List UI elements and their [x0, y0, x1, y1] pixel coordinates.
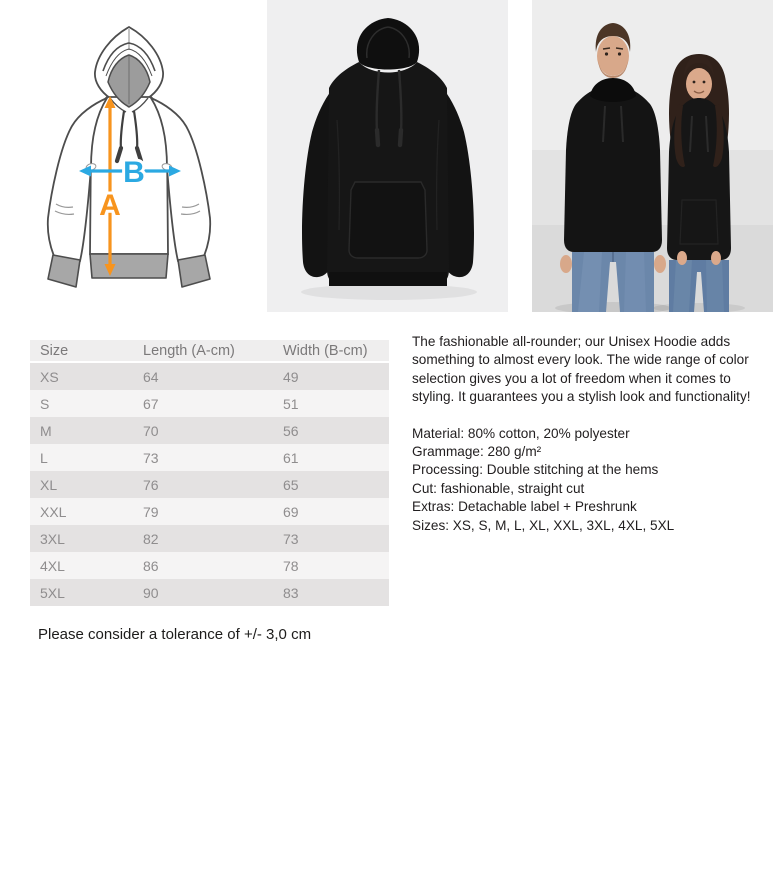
size-table	[30, 340, 389, 606]
size-cell: 5XL	[30, 579, 133, 606]
table-row	[30, 471, 389, 498]
length-cell: 79	[133, 498, 273, 525]
models-photo-image	[532, 0, 773, 312]
spec-line: Sizes: XS, S, M, L, XL, XXL, 3XL, 4XL, 5XL	[412, 517, 675, 533]
width-cell: 83	[273, 579, 389, 606]
size-cell: XXL	[30, 498, 133, 525]
description-intro: The fashionable all-rounder; our Unisex Hoodie adds something to almost every look. The wide range of color selection gives you a lot of freedom when it comes to styling. It guarantees you a stylish look and functionality!	[412, 334, 751, 405]
label-a: A	[99, 189, 121, 222]
width-cell: 65	[273, 471, 389, 498]
spec-line: Material: 80% cotton, 20% polyester	[412, 425, 630, 441]
length-cell: 82	[133, 525, 273, 552]
spec-line: Cut: fashionable, straight cut	[412, 480, 585, 496]
spec-line: Extras: Detachable label + Preshrunk	[412, 499, 637, 515]
product-description	[412, 333, 774, 535]
black-hoodie-photo	[267, 0, 508, 312]
length-cell: 70	[133, 417, 273, 444]
width-cell: 61	[273, 444, 389, 471]
tolerance-note: Please consider a tolerance of +/- 3,0 cm	[38, 626, 312, 643]
width-cell: 56	[273, 417, 389, 444]
product-specs	[412, 425, 774, 535]
length-cell: 86	[133, 552, 273, 579]
size-cell: 4XL	[30, 552, 133, 579]
table-row	[30, 579, 389, 606]
size-cell: 3XL	[30, 525, 133, 552]
spec-line: Grammage: 280 g/m²	[412, 444, 542, 460]
width-cell: 49	[273, 363, 389, 390]
size-cell: L	[30, 444, 133, 471]
size-cell: M	[30, 417, 133, 444]
table-row	[30, 390, 389, 417]
table-row	[30, 498, 389, 525]
table-row	[30, 363, 389, 390]
length-cell: 73	[133, 444, 273, 471]
spec-line: Processing: Double stitching at the hems	[412, 462, 659, 478]
width-cell: 51	[273, 390, 389, 417]
width-column-header: Width (B-cm)	[273, 340, 389, 363]
table-row	[30, 444, 389, 471]
table-header-row	[30, 340, 389, 363]
models-photo-art	[532, 0, 773, 312]
size-column-header: Size	[30, 340, 133, 363]
label-b: B	[123, 156, 145, 189]
size-cell: S	[30, 390, 133, 417]
measurement-diagram-image	[7, 0, 248, 312]
size-cell: XS	[30, 363, 133, 390]
size-cell: XL	[30, 471, 133, 498]
width-cell: 78	[273, 552, 389, 579]
width-cell: 73	[273, 525, 389, 552]
product-photo-image	[267, 0, 508, 312]
length-cell: 90	[133, 579, 273, 606]
table-row	[30, 525, 389, 552]
size-table-body	[30, 363, 389, 606]
length-cell: 76	[133, 471, 273, 498]
hoodie-line-art	[7, 0, 248, 312]
table-row	[30, 552, 389, 579]
length-cell: 67	[133, 390, 273, 417]
table-row	[30, 417, 389, 444]
length-cell: 64	[133, 363, 273, 390]
width-cell: 69	[273, 498, 389, 525]
length-column-header: Length (A-cm)	[133, 340, 273, 363]
